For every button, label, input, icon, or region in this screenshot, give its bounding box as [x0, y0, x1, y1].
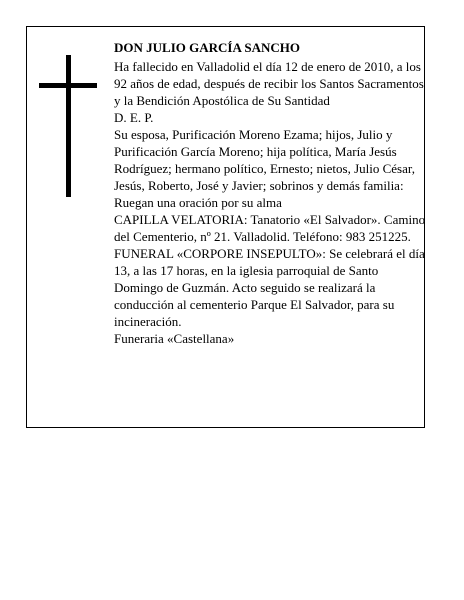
cross-icon	[39, 55, 97, 197]
chapel-info: CAPILLA VELATORIA: Tanatorio «El Salvador». Camino del Cementerio, nº 21. Valladolid. Teléfono: 983 251225.	[114, 212, 426, 244]
funeral-info: FUNERAL «CORPORE INSEPULTO»: Se celebrará el día 13, a las 17 horas, en la iglesia parroquial de Santo Domingo de Guzmán. Acto seguido se realizará la conducción al cementerio Parque El Salvador, para su incineración.	[114, 246, 425, 329]
deceased-name: DON JULIO GARCÍA SANCHO	[114, 40, 300, 55]
death-statement: Ha fallecido en Valladolid el día 12 de enero de 2010, a los 92 años de edad, después de recibir los Santos Sacramentos y la Bendición Apostólica de Su Santidad	[114, 59, 424, 108]
cross-horizontal-bar	[39, 83, 97, 88]
cross-vertical-bar	[66, 55, 71, 197]
funeral-home: Funeraria «Castellana»	[114, 331, 235, 346]
obituary-notice	[26, 26, 425, 428]
family-list: Su esposa, Purificación Moreno Ezama; hijos, Julio y Purificación García Moreno; hija política, María Jesús Rodríguez; hermano político, Ernesto; nietos, Julio César, Jesús, Roberto, José y Javier; sobrinos y demás familia:	[114, 127, 415, 193]
prayer-request: Ruegan una oración por su alma	[114, 195, 282, 210]
rip-text: D. E. P.	[114, 110, 154, 125]
obituary-text	[114, 39, 426, 347]
